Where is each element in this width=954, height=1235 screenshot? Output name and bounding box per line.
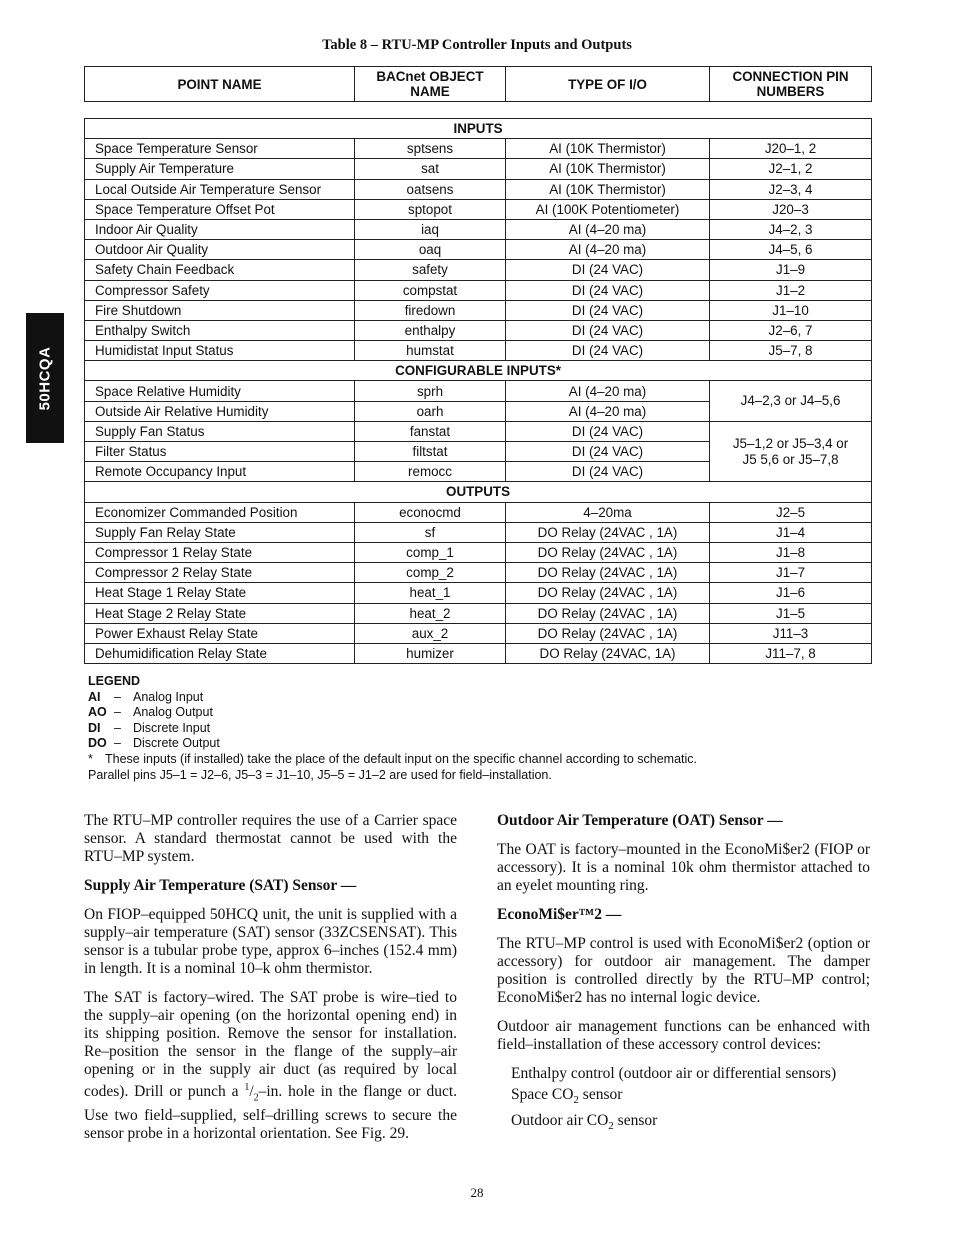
table-cell: sprh xyxy=(355,381,506,401)
table-cell: Remote Occupancy Input xyxy=(85,462,355,482)
table-cell: econocmd xyxy=(355,502,506,522)
table-cell: J4–2,3 or J4–5,6 xyxy=(710,381,872,421)
sat-heading: Supply Air Temperature (SAT) Sensor — xyxy=(84,877,357,894)
legend-item xyxy=(88,736,697,752)
table-cell: Indoor Air Quality xyxy=(85,219,355,239)
table-cell: oatsens xyxy=(355,179,506,199)
p3-part-b: –in. hole in the flange or duct. Use two field–supplied, self–drilling screws to secure the sensor probe in a horizontal orientation. See Fig. 29. xyxy=(84,1083,458,1143)
table-cell: sptopot xyxy=(355,199,506,219)
table-row xyxy=(85,341,872,361)
header-bacnet: BACnet OBJECT NAME xyxy=(355,67,506,102)
table-cell: comp_1 xyxy=(355,542,506,562)
left-paragraph-3: The SAT is factory–wired. The SAT probe is wire–tied to the supply–air opening (on the horizontal opening end) in its shipping position. Remove the sensor for installation. Re–position the sensor in the flange of the supply–air opening or in the supply air duct (as required by local codes). Drill or punch a $^1/_2-in$. hole in the flange or duct. Use two field–supplied, self–drilling screws to secure the sensor probe in a horizontal orientation. See Fig. 29. xyxy=(84,989,458,1143)
table-cell: Fire Shutdown xyxy=(85,300,355,320)
table-cell: aux_2 xyxy=(355,623,506,643)
legend xyxy=(88,674,697,783)
note-star: * xyxy=(88,751,93,766)
table-cell: Humidistat Input Status xyxy=(85,341,355,361)
table-cell: DI (24 VAC) xyxy=(506,341,710,361)
table-cell: heat_1 xyxy=(355,583,506,603)
li3-suffix: sensor xyxy=(613,1112,658,1130)
table-cell: J1–8 xyxy=(710,542,872,562)
li2-suffix: sensor xyxy=(578,1086,623,1103)
frac-den: 2 xyxy=(253,1092,259,1104)
table-cell: J1–5 xyxy=(710,603,872,623)
table-row xyxy=(85,563,872,583)
table-cell: J5–7, 8 xyxy=(710,341,872,361)
table-cell: AI (10K Thermistor) xyxy=(506,139,710,159)
table-cell: J20–1, 2 xyxy=(710,139,872,159)
table-cell: J1–6 xyxy=(710,583,872,603)
table-cell: J2–1, 2 xyxy=(710,159,872,179)
legend-abbr: AO xyxy=(88,705,107,720)
table-row xyxy=(85,361,872,381)
table-cell: DO Relay (24VAC , 1A) xyxy=(506,542,710,562)
table-cell: Heat Stage 2 Relay State xyxy=(85,603,355,623)
table-cell: humstat xyxy=(355,341,506,361)
legend-note-2: Parallel pins J5–1 = J2–6, J5–3 = J1–10, J5–5 = J1–2 are used for field–installation. xyxy=(88,767,552,782)
table-cell: heat_2 xyxy=(355,603,506,623)
table-cell: firedown xyxy=(355,300,506,320)
li3-sub: 2 xyxy=(608,1120,614,1133)
table-cell: J1–7 xyxy=(710,563,872,583)
table-cell: Compressor Safety xyxy=(85,280,355,300)
table-cell: fanstat xyxy=(355,421,506,441)
table-cell: AI (10K Thermistor) xyxy=(506,159,710,179)
table-header xyxy=(84,66,872,102)
table-cell: AI (4–20 ma) xyxy=(506,240,710,260)
legend-desc: Discrete Input xyxy=(133,720,211,735)
table-row xyxy=(85,240,872,260)
table-cell: comp_2 xyxy=(355,563,506,583)
table-cell: DI (24 VAC) xyxy=(506,300,710,320)
table-cell: DI (24 VAC) xyxy=(506,442,710,462)
right-paragraph-2: The RTU–MP control is used with EconoMi$er2 (option or accessory) for outdoor air management. The damper position is controlled directly by the RTU–MP control; EconoMi$er2 has no internal logic device. xyxy=(497,935,870,1006)
side-tab xyxy=(26,313,64,443)
table-cell: Economizer Commanded Position xyxy=(85,502,355,522)
table-row xyxy=(85,623,872,643)
table-cell: J11–7, 8 xyxy=(710,643,872,663)
table-cell: J2–3, 4 xyxy=(710,179,872,199)
table-cell: Supply Fan Relay State xyxy=(85,522,355,542)
right-paragraph-3: Outdoor air management functions can be enhanced with field–installation of these accessory control devices: xyxy=(497,1018,870,1053)
table-cell: J20–3 xyxy=(710,199,872,219)
table-cell: DI (24 VAC) xyxy=(506,280,710,300)
note-1-text: These inputs (if installed) take the place of the default input on the specific channel according to schematic. xyxy=(105,751,698,766)
table-cell: Space Temperature Offset Pot xyxy=(85,199,355,219)
table-cell: DO Relay (24VAC , 1A) xyxy=(506,603,710,623)
table-row xyxy=(85,320,872,340)
table-cell: DO Relay (24VAC , 1A) xyxy=(506,563,710,583)
p3-part-a: The SAT is factory–wired. The SAT probe is wire–tied to the supply–air opening (on the horizontal opening end) in its shipping position. Remove the sensor for installation. Re–position the sensor in the flange of the supply–air opening or in the supply air duct (as required by local codes). Drill or punch a xyxy=(84,989,457,1101)
table-cell: Supply Fan Status xyxy=(85,421,355,441)
left-paragraph-1: The RTU–MP controller requires the use of a Carrier space sensor. A standard thermostat cannot be used with the RTU–MP system. xyxy=(84,812,457,865)
legend-desc: Analog Output xyxy=(133,705,213,720)
legend-title: LEGEND xyxy=(88,674,141,688)
table-cell: Compressor 1 Relay State xyxy=(85,542,355,562)
li3-text: Outdoor air CO xyxy=(511,1112,609,1130)
table-row xyxy=(85,603,872,623)
header-io: TYPE OF I/O xyxy=(506,67,710,102)
side-tab-label: 50HCQA xyxy=(36,346,54,410)
table-cell: iaq xyxy=(355,219,506,239)
table-row xyxy=(85,381,872,401)
table-cell: DI (24 VAC) xyxy=(506,260,710,280)
legend-item xyxy=(88,721,697,737)
table-cell: remocc xyxy=(355,462,506,482)
table-cell: AI (10K Thermistor) xyxy=(506,179,710,199)
economiser-heading: EconoMi$er™2 — xyxy=(497,906,622,923)
oat-heading: Outdoor Air Temperature (OAT) Sensor — xyxy=(497,812,783,829)
left-column xyxy=(84,812,457,1154)
table-row xyxy=(85,482,872,502)
table-cell: J1–2 xyxy=(710,280,872,300)
legend-desc: Analog Input xyxy=(133,689,204,704)
table-row xyxy=(85,502,872,522)
table-cell: oarh xyxy=(355,401,506,421)
right-column xyxy=(497,812,870,1138)
table-cell: AI (4–20 ma) xyxy=(506,401,710,421)
header-pins: CONNECTION PIN NUMBERS xyxy=(710,67,872,102)
table-cell: J5–1,2 or J5–3,4 or J5 5,6 or J5–7,8 xyxy=(710,421,872,482)
table-row xyxy=(85,139,872,159)
table-row xyxy=(85,542,872,562)
table-cell: Space Temperature Sensor xyxy=(85,139,355,159)
table-cell: compstat xyxy=(355,280,506,300)
section-configurable-inputs: CONFIGURABLE INPUTS* xyxy=(85,361,872,381)
table-cell: filtstat xyxy=(355,442,506,462)
table-cell: Power Exhaust Relay State xyxy=(85,623,355,643)
section-outputs: OUTPUTS xyxy=(85,482,872,502)
table-row xyxy=(85,300,872,320)
list-item-enthalpy: Enthalpy control (outdoor air or differential sensors) xyxy=(511,1065,837,1082)
table-cell: AI (100K Potentiometer) xyxy=(506,199,710,219)
table-cell: Outdoor Air Quality xyxy=(85,240,355,260)
li2-sub: 2 xyxy=(573,1094,579,1107)
table-cell: J11–3 xyxy=(710,623,872,643)
table-row xyxy=(85,421,872,441)
table-cell: J4–2, 3 xyxy=(710,219,872,239)
table-cell: Compressor 2 Relay State xyxy=(85,563,355,583)
header-point-name: POINT NAME xyxy=(85,67,355,102)
table-cell: Local Outside Air Temperature Sensor xyxy=(85,179,355,199)
legend-item xyxy=(88,690,697,706)
table-cell: Heat Stage 1 Relay State xyxy=(85,583,355,603)
table-cell: DI (24 VAC) xyxy=(506,462,710,482)
table-cell: AI (4–20 ma) xyxy=(506,219,710,239)
table-cell: oaq xyxy=(355,240,506,260)
table-row xyxy=(85,280,872,300)
table-cell: sat xyxy=(355,159,506,179)
left-paragraph-2: On FIOP–equipped 50HCQ unit, the unit is supplied with a supply–air temperature (SAT) sensor (33ZCSENSAT). This sensor is a tubular probe type, approx 6–inches (152.4 mm) in length. It is a nominal 10–k ohm thermistor. xyxy=(84,906,457,977)
table-row xyxy=(85,260,872,280)
table-cell: DO Relay (24VAC , 1A) xyxy=(506,522,710,542)
legend-dash: – xyxy=(114,689,121,704)
legend-item xyxy=(88,705,697,721)
table-cell: 4–20ma xyxy=(506,502,710,522)
list-item-outdoor-co2 xyxy=(511,1112,870,1135)
table-cell: sptsens xyxy=(355,139,506,159)
table-row xyxy=(85,199,872,219)
table-cell: DI (24 VAC) xyxy=(506,320,710,340)
table-cell: Outside Air Relative Humidity xyxy=(85,401,355,421)
table-row xyxy=(85,219,872,239)
li2-text: Space CO xyxy=(511,1086,574,1103)
table-cell: Filter Status xyxy=(85,442,355,462)
table-cell: safety xyxy=(355,260,506,280)
legend-abbr: AI xyxy=(88,689,101,704)
table-cell: AI (4–20 ma) xyxy=(506,381,710,401)
legend-abbr: DI xyxy=(88,720,101,735)
table-cell: enthalpy xyxy=(355,320,506,340)
table-cell: DO Relay (24VAC , 1A) xyxy=(506,583,710,603)
legend-dash: – xyxy=(114,705,121,720)
table-row xyxy=(85,179,872,199)
table-cell: J1–4 xyxy=(710,522,872,542)
table-row xyxy=(85,643,872,663)
table-cell: J1–9 xyxy=(710,260,872,280)
table-cell: DI (24 VAC) xyxy=(506,421,710,441)
table-cell: Safety Chain Feedback xyxy=(85,260,355,280)
table-cell: Enthalpy Switch xyxy=(85,320,355,340)
table-cell: DO Relay (24VAC, 1A) xyxy=(506,643,710,663)
right-paragraph-1: The OAT is factory–mounted in the EconoMi$er2 (FIOP or accessory). It is a nominal 10k ohm thermistor attached to an eyelet mounting ring. xyxy=(497,841,870,894)
table-title: Table 8 – RTU‑MP Controller Inputs and Outputs xyxy=(322,37,632,53)
table-row xyxy=(85,159,872,179)
legend-desc: Discrete Output xyxy=(133,736,220,751)
table-cell: J2–5 xyxy=(710,502,872,522)
table-row xyxy=(85,522,872,542)
legend-dash: – xyxy=(114,736,121,751)
table-row xyxy=(85,583,872,603)
table-cell: DO Relay (24VAC , 1A) xyxy=(506,623,710,643)
legend-dash: – xyxy=(114,720,121,735)
legend-note-1 xyxy=(88,752,697,768)
list-item-space-co2 xyxy=(511,1086,870,1109)
table-cell: humizer xyxy=(355,643,506,663)
section-inputs: INPUTS xyxy=(85,119,872,139)
table-cell: J1–10 xyxy=(710,300,872,320)
table-cell: sf xyxy=(355,522,506,542)
table-cell: J4–5, 6 xyxy=(710,240,872,260)
table-cell: Dehumidification Relay State xyxy=(85,643,355,663)
table-cell: Space Relative Humidity xyxy=(85,381,355,401)
io-table xyxy=(84,118,872,664)
page-number: 28 xyxy=(470,1185,484,1200)
table-cell: J2–6, 7 xyxy=(710,320,872,340)
frac-num: 1 xyxy=(244,1082,250,1093)
table-cell: Supply Air Temperature xyxy=(85,159,355,179)
legend-abbr: DO xyxy=(88,736,107,751)
